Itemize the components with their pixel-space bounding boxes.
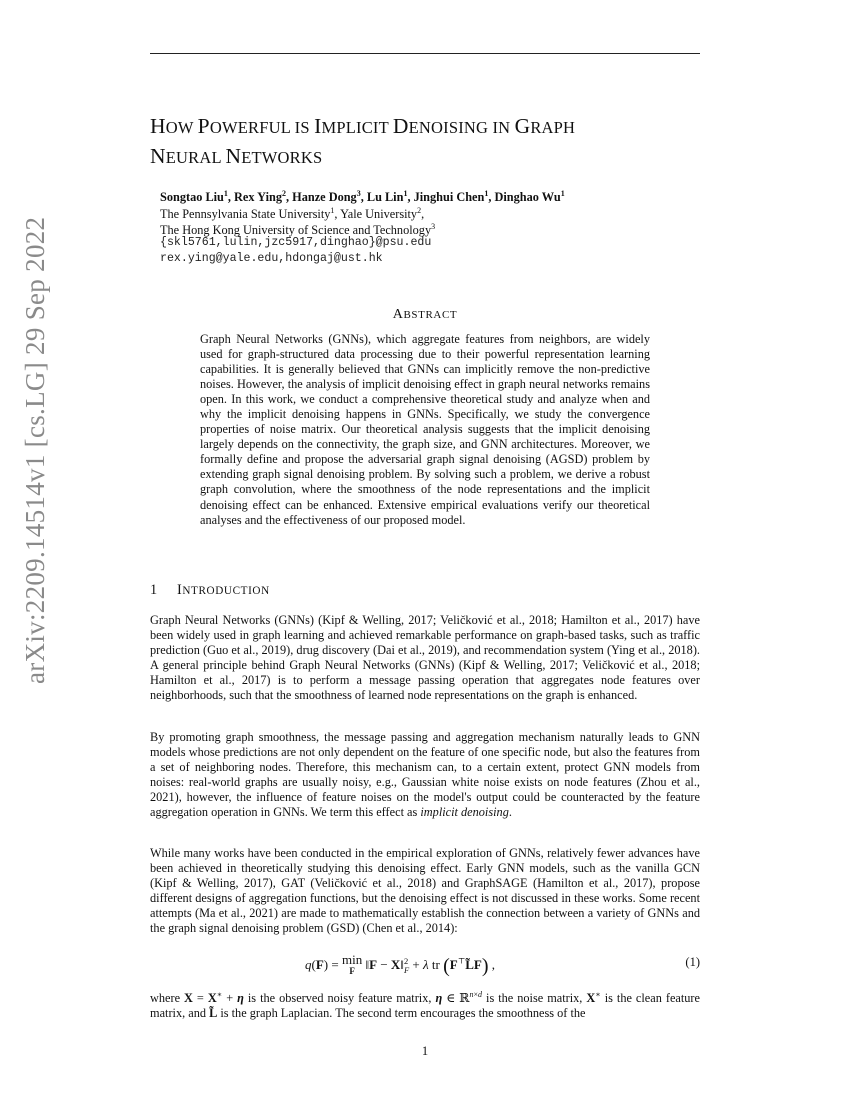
intro-paragraph-3: While many works have been conducted in the empirical exploration of GNNs, relatively fewer advances have been achieved in theoretically studying this denoising effect. Early GNN models, such as the vanilla GCN (Kipf & Welling, 2017), GAT (Veličković et al., 2018) and GraphSAGE (Hamilton et al., 2017), propose different designs of aggregation functions, but the denoising effect is not discussed in these works. Some recent attempts (Ma et al., 2021) are made to mathematically establish the connection between a variety of GNNs and the graph signal denoising problem (GSD) (Chen et al., 2014):	[150, 846, 700, 936]
intro-paragraph-2: By promoting graph smoothness, the message passing and aggregation mechanism naturally leads to GNN models whose predictions are not only dependent on the feature of one specific node, but also the features from a set of neighboring nodes. Therefore, this mechanism can, to a certain extent, protect GNN models from noises: real-world graphs are usually noisy, e.g., Gaussian white noise exists on node features (Zhou et al., 2021), however, the influence of feature noises on the model's output could be counteracted by the feature aggregation operation in GNNs. We term this effect as implicit denoising.	[150, 730, 700, 820]
affiliation-line-1: The Pennsylvania State University$^1$, Yale University$^2$,	[160, 206, 425, 222]
email-line-2[interactable]: rex.ying@yale.edu,hdongaj@ust.hk	[160, 252, 383, 265]
abstract-text: Graph Neural Networks (GNNs), which aggregate features from neighbors, are widely used for graph-structured data processing due to their powerful representation learning capabilities. It is generally believed that GNNs can implicitly remove the non-predictive noises. However, the analysis of implicit denoising effect in graph neural networks remains open. In this work, we conduct a comprehensive theoretical study and analyze when and why the implicit denoising happens in GNNs. Specifically, we study the convergence properties of noise matrix. Our theoretical analysis suggests that the implicit denoising largely depends on the connectivity, the graph size, and GNN architectures. Moreover, we formally define and propose the adversarial graph signal denoising (AGSD) problem by extending graph signal denoising problem. By solving such a problem, we derive a robust graph convolution, where the smoothness of the node representations and the implicit denoising effect can be enhanced. Extensive empirical evaluations verify our theoretical analyses and the effectiveness of our proposed model.	[200, 332, 650, 527]
page-number: 1	[421, 1044, 429, 1058]
equation-1	[150, 953, 700, 975]
section-title: INTRODUCTION	[177, 582, 270, 598]
intro-paragraph-4: where X = X∗ + η is the observed noisy feature matrix, η ∈ ℝ$^{n\times d}$ is the noise matrix, X∗ is the clean feature matrix, and L̃ is the graph Laplacian. The second term encourages the smoothness of the	[150, 990, 700, 1021]
section-heading-introduction	[150, 582, 270, 599]
affiliation-line-2: The Hong Kong University of Science and Technology$^3$	[160, 222, 436, 238]
paper-title: HOW POWERFUL IS IMPLICIT DENOISING IN GRAPH NEURAL NETWORKS	[150, 114, 576, 168]
equation-number: (1)	[685, 955, 700, 969]
arxiv-stamp: arXiv:2209.14514v1 [cs.LG] 29 Sep 2022	[20, 216, 50, 684]
intro-paragraph-1: Graph Neural Networks (GNNs) (Kipf & Welling, 2017; Veličković et al., 2018; Hamilton et al., 2017) have been widely used in graph learning and achieved remarkable performance on graph-based tasks, such as traffic prediction (Guo et al., 2019), drug discovery (Dai et al., 2019), and recommendation system (Ying et al., 2018). A general principle behind Graph Neural Networks (GNNs) (Kipf & Welling, 2017; Veličković et al., 2018; Hamilton et al., 2017) is to perform a message passing operation that aggregates node features over neighborhoods, such that the smoothness of learned node representations on the graph is enhanced.	[150, 613, 700, 703]
author-list: Songtao Liu$^1$, Rex Ying$^2$, Hanze Dong$^3$, Lu Lin$^1$, Jinghui Chen$^1$, Dinghao Wu$^1$	[160, 189, 565, 205]
equation-body: q(F) = min F ‖F − X‖2 F + λ tr (F⊤L̃F) ,	[305, 952, 496, 977]
email-line-1[interactable]: {skl5761,lulin,jzc5917,dinghao}@psu.edu	[160, 236, 432, 249]
title-rule	[150, 53, 700, 54]
section-number: 1	[150, 582, 158, 598]
abstract-heading: ABSTRACT	[392, 307, 458, 322]
